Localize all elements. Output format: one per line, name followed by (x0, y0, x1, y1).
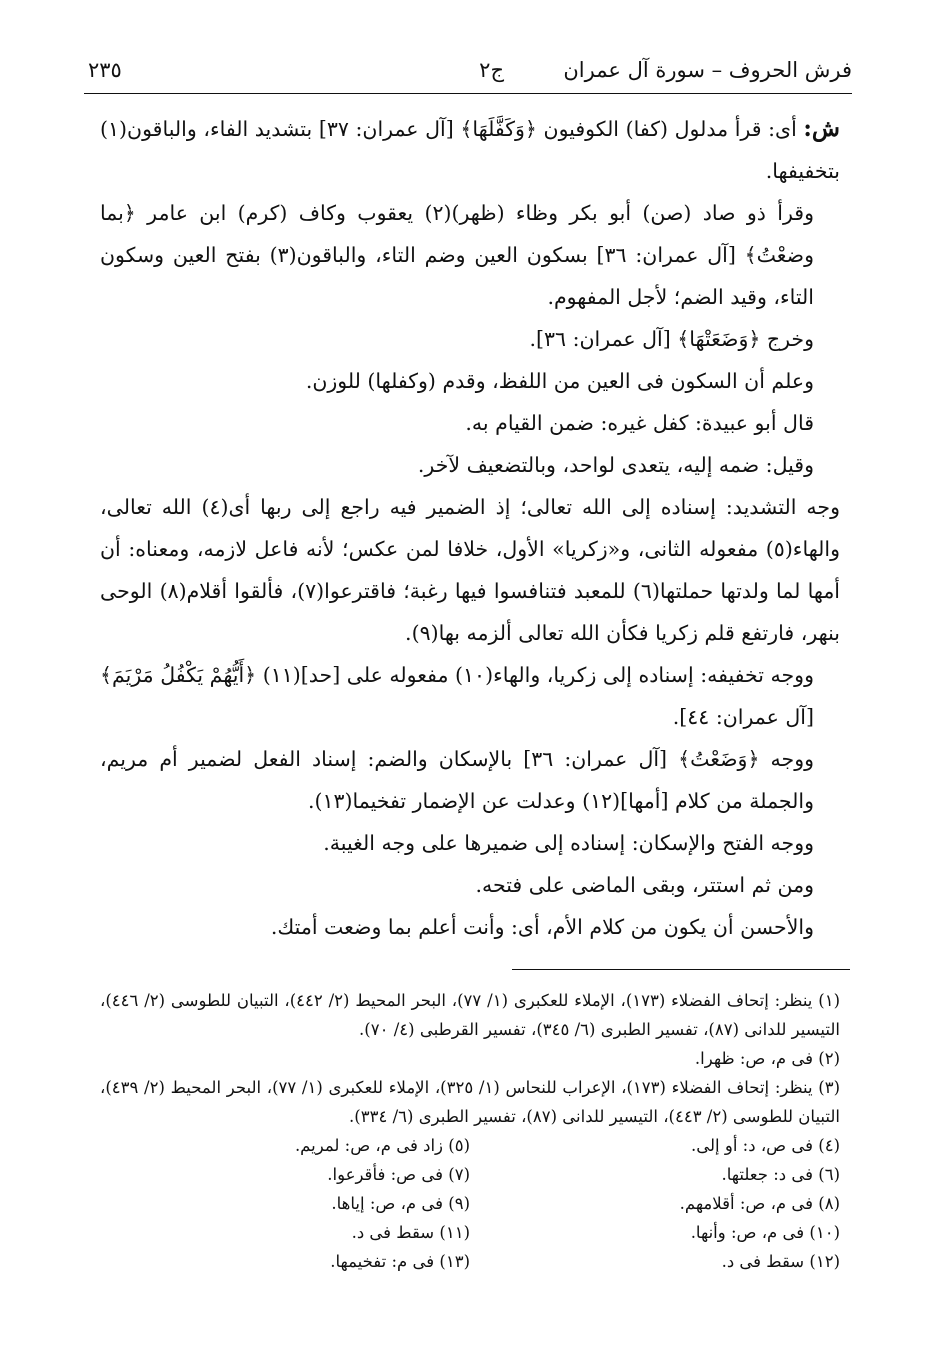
header-title: فرش الحروف – سورة آل عمران (563, 58, 852, 82)
paragraph-3: وخرج ﴿وَضَعَتْهَا﴾ [آل عمران: ٣٦]. (529, 327, 814, 351)
footnote-row (100, 1131, 840, 1160)
paragraph-11: ومن ثم استتر، وبقى الماضى على فتحه. (475, 873, 814, 897)
footnote-1: (١) ينظر: إتحاف الفضلاء (١٧٣)، الإملاء للعكبرى (١/ ٧٧)، البحر المحيط (٢/ ٤٤٢)، التبيان للطوسى (٢/ ٤٤٦)، التيسير للدانى (٨٧)، تفسير الطبرى (٦/ ٣٤٥)، تفسير القرطبى (٤/ ٧٠). (100, 991, 840, 1039)
paragraph-1-text: أى: قرأ مدلول (كفا) الكوفيون ﴿وَكَفَّلَهَا﴾ [آل عمران: ٣٧] بتشديد الفاء، والباقون(١) بتخفيفها. (100, 117, 840, 183)
paragraph-8: ووجه تخفيفه: إسناده إلى زكريا، والهاء(١٠) مفعوله على [حد](١١) ﴿أَيُّهُمْ يَكْفُلُ مَرْيَمَ﴾ [آل عمران: ٤٤]. (100, 663, 814, 729)
paragraph-12: والأحسن أن يكون من كلام الأم، أى: وأنت أعلم بما وضعت أمتك. (270, 915, 814, 939)
footnote-row (100, 1160, 840, 1189)
paragraph-2: وقرأ ذو صاد (صن) أبو بكر وظاء (ظهر)(٢) يعقوب وكاف (كرم) ابن عامر ﴿بما وضعْتُ﴾ [آل عمران: ٣٦] بسكون العين وضم التاء، والباقون(٣) بفتح العين وسكون التاء، وقيد الضم؛ لأجل المفهوم. (100, 201, 814, 309)
footnote-12: (١٢) سقط فى د. (721, 1252, 840, 1271)
footnote-11: (١١) سقط فى د. (351, 1223, 470, 1242)
paragraph-7: وجه التشديد: إسناده إلى الله تعالى؛ إذ الضمير فيه راجع إلى ربها أى(٤) الله تعالى، والهاء(٥) مفعوله الثانى، و«زكريا» الأول، خلافا لمن عكس؛ لأنه فاعل لازمه، ومعناه: أن أمها لما ولدتها حملتها(٦) للمعبد فتنافسوا فيها رغبة؛ فاقترعوا(٧)، فألقوا أقلام(٨) الوحى بنهر، فارتفع قلم زكريا فكأن الله تعالى ألزمه بها(٩). (100, 495, 840, 645)
footnote-10: (١٠) فى م، ص: وأنها. (690, 1223, 840, 1242)
paragraph-6: وقيل: ضمه إليه، يتعدى لواحد، وبالتضعيف لآخر. (417, 453, 814, 477)
footnote-separator (512, 969, 850, 970)
header-rule (84, 93, 852, 94)
footnote-6: (٦) فى د: جعلتها. (721, 1165, 840, 1184)
footnote-row (100, 1189, 840, 1218)
commentary-marker: ش: (803, 115, 840, 142)
footnotes (100, 986, 840, 1276)
volume-label: ج٢ (479, 58, 504, 82)
paragraph-4: وعلم أن السكون فى العين من اللفظ، وقدم (وكفلها) للوزن. (305, 369, 814, 393)
commentary-text (100, 108, 840, 948)
footnote-2: (٢) فى م، ص: ظهرا. (694, 1049, 840, 1068)
paragraph-1 (100, 108, 840, 192)
footnote-4: (٤) فى ص، د: أو إلى. (691, 1136, 840, 1155)
footnote-row (100, 1218, 840, 1247)
page-number: ٢٣٥ (88, 58, 122, 82)
footnote-9: (٩) فى م، ص: إياها. (331, 1194, 470, 1213)
paragraph-5: قال أبو عبيدة: كفل غيره: ضمن القيام به. (465, 411, 814, 435)
footnote-13: (١٣) فى م: تفخيمها. (330, 1252, 470, 1271)
footnote-8: (٨) فى م، ص: أقلامهم. (679, 1194, 840, 1213)
footnote-5: (٥) زاد فى م، ص: لمريم. (294, 1136, 470, 1155)
footnote-7: (٧) فى ص: فأقرعوا. (327, 1165, 470, 1184)
footnote-3: (٣) ينظر: إتحاف الفضلاء (١٧٣)، الإعراب للنحاس (١/ ٣٢٥)، الإملاء للعكبرى (١/ ٧٧)، البحر المحيط (٢/ ٤٣٩)، التبيان للطوسى (٢/ ٤٤٣)، التيسير للدانى (٨٧)، تفسير الطبرى (٦/ ٣٣٤). (100, 1078, 841, 1126)
paragraph-10: ووجه الفتح والإسكان: إسناده إلى ضميرها على وجه الغيبة. (323, 831, 814, 855)
running-header (84, 48, 852, 92)
footnote-row (100, 1247, 840, 1276)
paragraph-9: ووجه ﴿وَضَعْتُ﴾ [آل عمران: ٣٦] بالإسكان والضم: إسناد الفعل لضمير أم مريم، والجملة من كلام [أمها](١٢) وعدلت عن الإضمار تفخيما(١٣). (100, 747, 814, 813)
